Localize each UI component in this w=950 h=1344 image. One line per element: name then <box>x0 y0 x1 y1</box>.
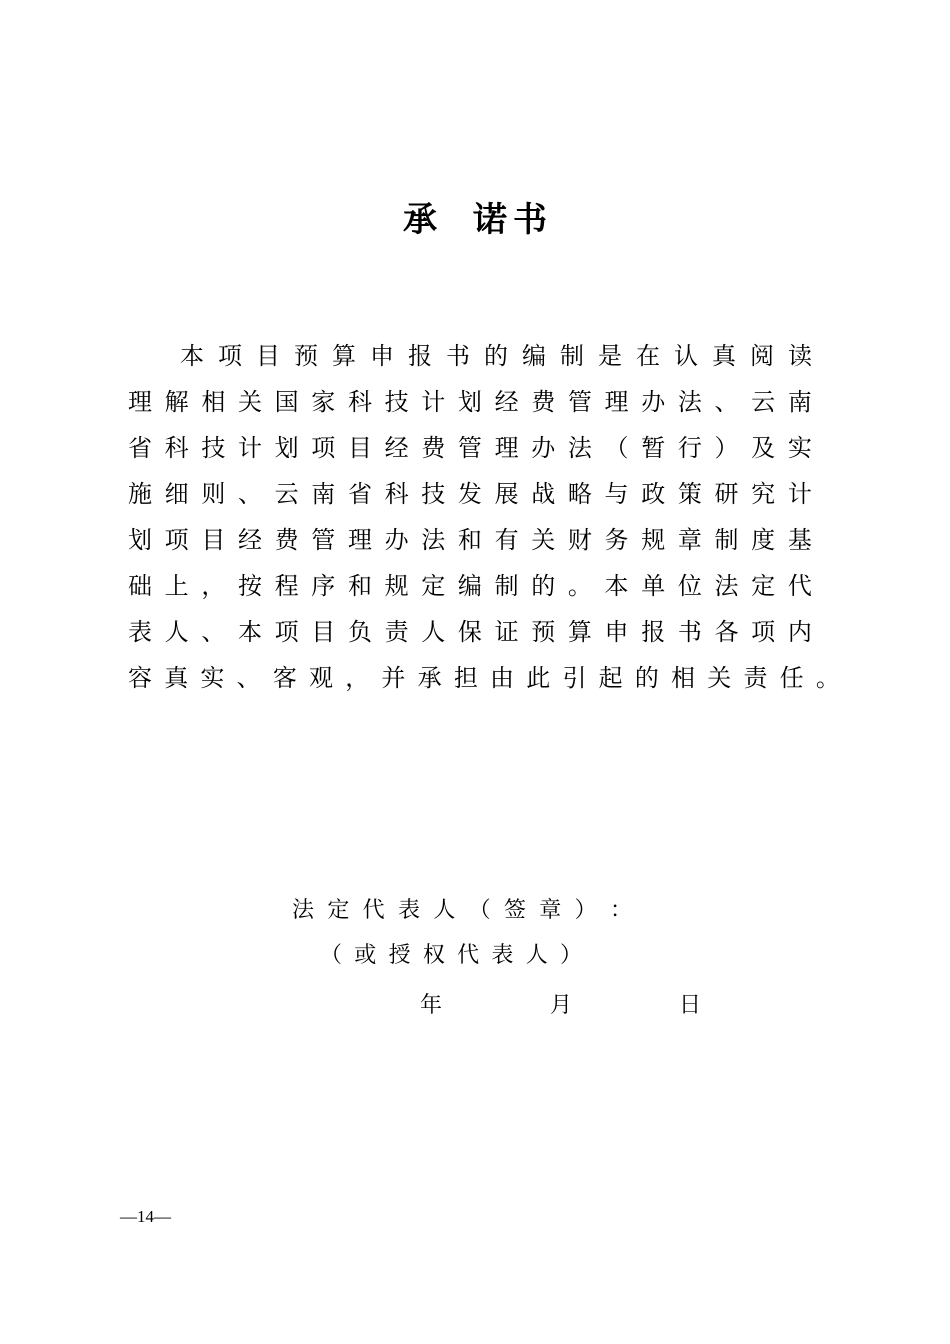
paragraph-char: 划 <box>274 434 299 462</box>
paragraph-char: 是 <box>598 342 622 370</box>
paragraph-char: 基 <box>787 526 812 554</box>
title-char-1: 承 <box>403 200 437 240</box>
signature-char: ） <box>559 943 582 968</box>
paragraph-char: 本 <box>237 618 262 646</box>
paragraph-char: 实 <box>787 434 812 462</box>
paragraph-char: 各 <box>714 618 739 646</box>
paragraph-char: 制 <box>714 526 739 554</box>
signature-char: 章 <box>539 898 562 923</box>
paragraph-char: 及 <box>751 434 776 462</box>
paragraph-char: 家 <box>311 388 336 416</box>
paragraph-char: 规 <box>641 526 666 554</box>
paragraph-char: 读 <box>788 342 812 370</box>
paragraph-char: 算 <box>332 342 356 370</box>
paragraph-char: 序 <box>311 572 336 600</box>
paragraph-char: 费 <box>274 526 299 554</box>
paragraph-char: 云 <box>751 388 776 416</box>
paragraph-char: 担 <box>453 664 478 692</box>
paragraph-char: 研 <box>714 480 739 508</box>
paragraph-char: 管 <box>567 388 592 416</box>
paragraph-char: 的 <box>484 342 508 370</box>
signature-char: 权 <box>422 943 445 968</box>
paragraph-line <box>128 433 812 463</box>
page-number: —14— <box>120 1207 171 1226</box>
paragraph-char: 项 <box>218 342 242 370</box>
paragraph-line <box>128 479 812 509</box>
paragraph-char: 内 <box>787 618 812 646</box>
paragraph-char: 编 <box>522 342 546 370</box>
paragraph-char: 目 <box>256 342 280 370</box>
paragraph-char: 申 <box>370 342 394 370</box>
paragraph-char: 承 <box>417 664 442 692</box>
signature-char: 法 <box>292 898 315 923</box>
paragraph-char: 认 <box>674 342 698 370</box>
signature-char: ： <box>609 898 632 923</box>
signature-char: 定 <box>327 898 350 923</box>
paragraph-char: 报 <box>641 618 666 646</box>
paragraph-char: 费 <box>531 388 556 416</box>
paragraph-char: 关 <box>237 388 262 416</box>
date-day-label: 日 <box>679 993 702 1018</box>
paragraph-char: 发 <box>457 480 482 508</box>
paragraph-char: 阅 <box>750 342 774 370</box>
paragraph-char: 施 <box>128 480 152 508</box>
paragraph-char: 预 <box>531 618 556 646</box>
paragraph-line <box>128 387 812 417</box>
paragraph-char: 代 <box>787 572 812 600</box>
paragraph-char: 和 <box>457 526 482 554</box>
paragraph-char: 关 <box>707 664 732 692</box>
paragraph-char: 和 <box>347 572 372 600</box>
paragraph-char: 计 <box>237 434 262 462</box>
signature-char: ） <box>574 898 597 923</box>
paragraph-char: 经 <box>237 526 262 554</box>
paragraph-line <box>128 617 812 647</box>
paragraph-char: 引 <box>562 664 587 692</box>
paragraph-char: 国 <box>274 388 299 416</box>
paragraph-char: 负 <box>347 618 372 646</box>
paragraph-char: 保 <box>457 618 482 646</box>
paragraph-char: 表 <box>128 618 152 646</box>
paragraph-char: 制 <box>560 342 584 370</box>
paragraph-char: 究 <box>751 480 776 508</box>
paragraph-char: 则 <box>201 480 226 508</box>
paragraph-char: 、 <box>201 618 226 646</box>
paragraph-char: 责 <box>384 618 409 646</box>
authorized-representative-line <box>320 941 582 971</box>
paragraph-char: 真 <box>712 342 736 370</box>
paragraph-char: 理 <box>494 434 519 462</box>
paragraph-char: 申 <box>604 618 629 646</box>
paragraph-char: （ <box>604 434 629 462</box>
legal-representative-signature-line <box>292 896 632 926</box>
paragraph-char: 划 <box>128 526 152 554</box>
paragraph-char: 制 <box>494 572 519 600</box>
signature-char: 代 <box>457 943 480 968</box>
paragraph-char: 行 <box>677 434 702 462</box>
paragraph-line <box>128 525 812 555</box>
paragraph-line <box>180 341 812 371</box>
paragraph-char: 、 <box>237 480 262 508</box>
document-title <box>0 192 950 241</box>
paragraph-char: 务 <box>604 526 629 554</box>
paragraph-char: ， <box>345 664 370 692</box>
paragraph-char: 科 <box>384 480 409 508</box>
paragraph-line <box>128 571 812 601</box>
paragraph-char: 度 <box>751 526 776 554</box>
paragraph-char: 人 <box>164 618 189 646</box>
paragraph-char: 理 <box>347 526 372 554</box>
paragraph-char: 报 <box>408 342 432 370</box>
paragraph-char: 书 <box>677 618 702 646</box>
date-month-label: 月 <box>550 993 573 1018</box>
signature-char: 授 <box>388 943 411 968</box>
paragraph-char: 的 <box>634 664 659 692</box>
paragraph-char: 相 <box>201 388 226 416</box>
paragraph-char: 技 <box>421 480 446 508</box>
paragraph-char: 管 <box>311 526 336 554</box>
paragraph-char: 定 <box>421 572 446 600</box>
paragraph-char: 的 <box>531 572 556 600</box>
paragraph-char: 人 <box>421 618 446 646</box>
signature-char: 或 <box>354 943 377 968</box>
paragraph-char: 展 <box>494 480 519 508</box>
paragraph-char: 解 <box>164 388 189 416</box>
paragraph-char: 实 <box>200 664 225 692</box>
paragraph-char: 略 <box>567 480 592 508</box>
paragraph-char: 、 <box>236 664 261 692</box>
paragraph-char: 划 <box>457 388 482 416</box>
paragraph-char: ， <box>201 572 226 600</box>
paragraph-char: 南 <box>787 388 812 416</box>
paragraph-line <box>128 663 840 693</box>
paragraph-char: 科 <box>164 434 189 462</box>
paragraph-char: 科 <box>347 388 372 416</box>
paragraph-char: 有 <box>494 526 519 554</box>
paragraph-char: 真 <box>164 664 189 692</box>
paragraph-char: 任 <box>779 664 804 692</box>
paragraph-char: 政 <box>641 480 666 508</box>
paragraph-char: 客 <box>272 664 297 692</box>
paragraph-char: 经 <box>384 434 409 462</box>
paragraph-char: 法 <box>567 434 592 462</box>
paragraph-char: 办 <box>384 526 409 554</box>
paragraph-char: 并 <box>381 664 406 692</box>
paragraph-char: 程 <box>274 572 299 600</box>
signature-char: 签 <box>503 898 526 923</box>
paragraph-char: 财 <box>567 526 592 554</box>
paragraph-char: 证 <box>494 618 519 646</box>
signature-char: 表 <box>397 898 420 923</box>
signature-char: 人 <box>433 898 456 923</box>
paragraph-char: 法 <box>421 526 446 554</box>
paragraph-char: 目 <box>311 618 336 646</box>
title-char-2: 诺 <box>473 200 507 240</box>
paragraph-char: 单 <box>641 572 666 600</box>
signature-char: 表 <box>491 943 514 968</box>
paragraph-char: 在 <box>636 342 660 370</box>
paragraph-char: 费 <box>421 434 446 462</box>
paragraph-char: 策 <box>677 480 702 508</box>
paragraph-char: 细 <box>164 480 189 508</box>
paragraph-char: 与 <box>604 480 629 508</box>
paragraph-char: 目 <box>201 526 226 554</box>
paragraph-char: 法 <box>677 388 702 416</box>
paragraph-char: 项 <box>274 618 299 646</box>
paragraph-char: 管 <box>457 434 482 462</box>
paragraph-char: 本 <box>180 342 204 370</box>
paragraph-char: 技 <box>384 388 409 416</box>
paragraph-char: 此 <box>526 664 551 692</box>
paragraph-char: 计 <box>421 388 446 416</box>
paragraph-char: 位 <box>677 572 702 600</box>
paragraph-char: 云 <box>274 480 299 508</box>
paragraph-char: 容 <box>128 664 152 692</box>
paragraph-char: 章 <box>677 526 702 554</box>
paragraph-char: 。 <box>815 664 840 692</box>
title-char-3: 书 <box>513 200 547 240</box>
paragraph-char: 省 <box>128 434 152 462</box>
paragraph-char: 算 <box>567 618 592 646</box>
signature-char: （ <box>468 898 491 923</box>
signature-char: 人 <box>525 943 548 968</box>
paragraph-char: 办 <box>531 434 556 462</box>
paragraph-char: 项 <box>311 434 336 462</box>
paragraph-char: 础 <box>128 572 152 600</box>
date-year-label: 年 <box>420 993 443 1018</box>
paragraph-char: 本 <box>604 572 629 600</box>
paragraph-char: 观 <box>309 664 334 692</box>
paragraph-char: 。 <box>567 572 592 600</box>
paragraph-char: 办 <box>641 388 666 416</box>
paragraph-char: 理 <box>128 388 152 416</box>
paragraph-char: 相 <box>671 664 696 692</box>
paragraph-char: 目 <box>347 434 372 462</box>
paragraph-char: 按 <box>237 572 262 600</box>
paragraph-char: 项 <box>164 526 189 554</box>
paragraph-char: 计 <box>787 480 812 508</box>
paragraph-char: 理 <box>604 388 629 416</box>
paragraph-char: 暂 <box>641 434 666 462</box>
paragraph-char: 经 <box>494 388 519 416</box>
paragraph-char: 上 <box>164 572 189 600</box>
paragraph-char: 书 <box>446 342 470 370</box>
paragraph-char: 关 <box>531 526 556 554</box>
paragraph-char: ） <box>714 434 739 462</box>
paragraph-char: 责 <box>743 664 768 692</box>
paragraph-char: 战 <box>531 480 556 508</box>
paragraph-char: 省 <box>347 480 372 508</box>
paragraph-char: 南 <box>311 480 336 508</box>
paragraph-char: 由 <box>490 664 515 692</box>
paragraph-char: 规 <box>384 572 409 600</box>
paragraph-char: 编 <box>457 572 482 600</box>
paragraph-char: 定 <box>751 572 776 600</box>
paragraph-char: 法 <box>714 572 739 600</box>
paragraph-char: 技 <box>201 434 226 462</box>
signature-char: 代 <box>362 898 385 923</box>
paragraph-char: 预 <box>294 342 318 370</box>
signature-char: （ <box>320 943 343 968</box>
paragraph-char: 起 <box>598 664 623 692</box>
paragraph-char: 项 <box>751 618 776 646</box>
paragraph-char: 、 <box>714 388 739 416</box>
